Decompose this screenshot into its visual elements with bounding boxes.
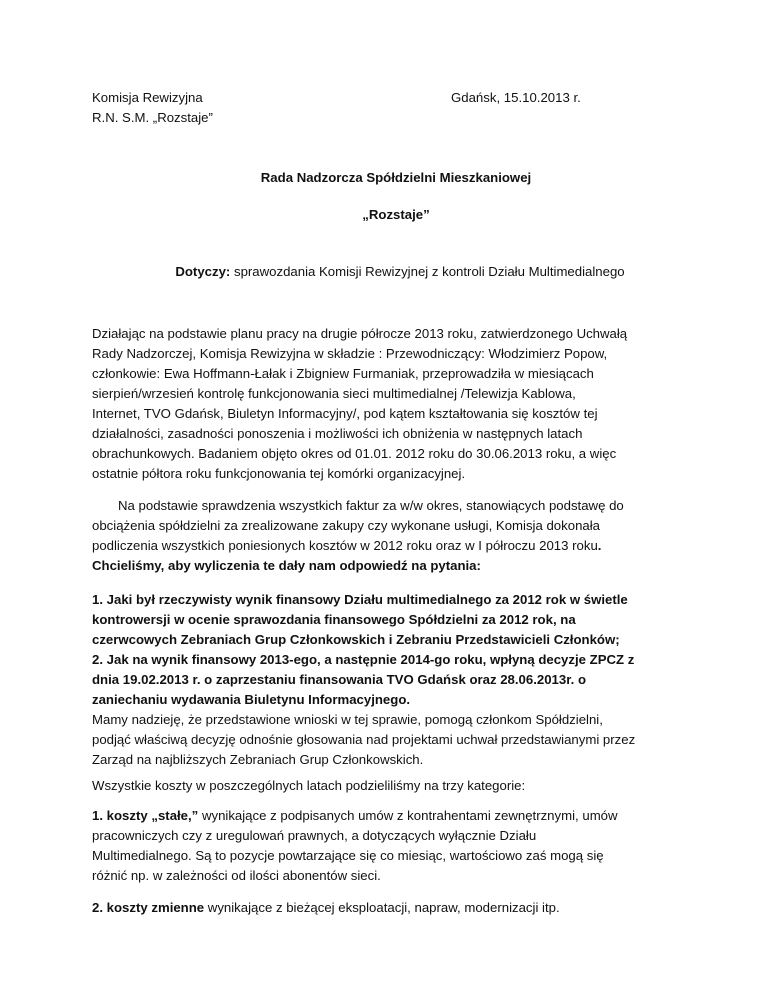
category-line bbox=[92, 806, 692, 826]
question-line bbox=[92, 690, 692, 710]
paragraph-intro bbox=[92, 324, 692, 484]
paragraph-line bbox=[92, 536, 692, 556]
category-line: pracowniczych czy z uregulowań prawnych, a dotyczących wyłącznie Działu bbox=[92, 828, 537, 843]
addressee-line-1: Rada Nadzorcza Spółdzielni Mieszkaniowej bbox=[260, 170, 532, 185]
hope-line: Zarząd na najbliższych Zebraniach Grup Członkowskich. bbox=[92, 752, 424, 767]
category-line bbox=[92, 898, 692, 918]
hope-line: podjąć właściwą decyzję odnośnie głosowania nad projektami uchwał przedstawianymi przez bbox=[92, 732, 636, 747]
addressee-line-2: „Rozstaje” bbox=[362, 207, 430, 222]
paragraph-line: działalności, zasadności ponoszenia i możliwości ich obniżenia w następnych latach bbox=[92, 426, 583, 441]
question-text: 1. Jaki był rzeczywisty wynik finansowy Działu multimedialnego za 2012 rok w świetle bbox=[92, 592, 628, 607]
subject-text: sprawozdania Komisji Rewizyjnej z kontroli Działu Multimedialnego bbox=[230, 264, 625, 279]
category-text: wynikające z podpisanych umów z kontrahentami zewnętrznymi, umów bbox=[198, 808, 618, 823]
paragraph-line bbox=[92, 556, 692, 576]
question-line bbox=[92, 650, 692, 670]
category-text: wynikające z bieżącej eksploatacji, napraw, modernizacji itp. bbox=[204, 900, 560, 915]
paragraph-bold-period: . bbox=[597, 538, 602, 553]
category-fixed bbox=[92, 806, 692, 886]
category-label: 1. koszty „stałe,” bbox=[92, 808, 199, 823]
subject-label: Dotyczy: bbox=[175, 264, 231, 279]
question-line bbox=[92, 670, 692, 690]
paragraph-line: ostatnie półtora roku funkcjonowania tej komórki organizacyjnej. bbox=[92, 466, 466, 481]
paragraph-line: obrachunkowych. Badaniem objęto okres od 01.01. 2012 roku do 30.06.2013 roku, a więc bbox=[92, 446, 617, 461]
questions-block bbox=[92, 590, 692, 770]
paragraph-line: obciążenia spółdzielni za zrealizowane zakupy czy wykonane usługi, Komisja dokonała bbox=[92, 518, 601, 533]
sender-line-2: R.N. S.M. „Rozstaje” bbox=[92, 110, 213, 125]
sender-line-1: Komisja Rewizyjna bbox=[92, 90, 203, 105]
paragraph-line: Na podstawie sprawdzenia wszystkich faktur za w/w okres, stanowiących podstawę do bbox=[118, 498, 624, 513]
paragraph-invoices bbox=[92, 496, 692, 576]
category-line: Multimedialnego. Są to pozycje powtarzające się co miesiąc, wartościowo zaś mogą się bbox=[92, 848, 604, 863]
paragraph-line: sierpień/wrzesień kontrolę funkcjonowania sieci multimedialnej /Telewizja Kablowa, bbox=[92, 386, 576, 401]
sender-block bbox=[92, 88, 213, 128]
question-text: czerwcowych Zebraniach Grup Członkowskich i Zebraniu Przedstawicieli Członków; bbox=[92, 632, 620, 647]
paragraph-line: Internet, TVO Gdańsk, Biuletyn Informacyjny/, pod kątem kształtowania się kosztów tej bbox=[92, 406, 598, 421]
question-text: zaniechaniu wydawania Biuletynu Informacyjnego. bbox=[92, 692, 411, 707]
category-line: różnić np. w zależności od ilości abonentów sieci. bbox=[92, 868, 381, 883]
category-label: 2. koszty zmienne bbox=[92, 900, 205, 915]
question-text: kontrowersji w ocenie sprawozdania finansowego Spółdzielni za 2012 rok, na bbox=[92, 612, 576, 627]
questions-intro: Chcieliśmy, aby wyliczenia te dały nam odpowiedź na pytania: bbox=[92, 558, 481, 573]
question-line bbox=[92, 630, 692, 650]
question-line bbox=[92, 610, 692, 630]
place-date: Gdańsk, 15.10.2013 r. bbox=[451, 90, 581, 105]
question-text: 2. Jak na wynik finansowy 2013-ego, a następnie 2014-go roku, wpłyną decyzje ZPCZ z bbox=[92, 652, 635, 667]
question-text: dnia 19.02.2013 r. o zaprzestaniu finansowania TVO Gdańsk oraz 28.06.2013r. o bbox=[92, 672, 587, 687]
paragraph-text: podliczenia wszystkich poniesionych kosztów w 2012 roku oraz w I półroczu 2013 roku bbox=[92, 538, 598, 553]
paragraph-line: Rady Nadzorczej, Komisja Rewizyjna w składzie : Przewodniczący: Włodzimierz Popow, bbox=[92, 346, 608, 361]
question-line bbox=[92, 590, 692, 610]
categories-intro: Wszystkie koszty w poszczególnych latach podzieliliśmy na trzy kategorie: bbox=[92, 778, 526, 793]
paragraph-line: członkowie: Ewa Hoffmann-Łałak i Zbigniew Furmaniak, przeprowadziła w miesiącach bbox=[92, 366, 594, 381]
paragraph-line: Działając na podstawie planu pracy na drugie półrocze 2013 roku, zatwierdzonego Uchwałą bbox=[92, 326, 628, 341]
category-variable bbox=[92, 898, 692, 918]
subject-line bbox=[0, 264, 768, 279]
hope-line: Mamy nadzieję, że przedstawione wnioski w tej sprawie, pomogą członkom Spółdzielni, bbox=[92, 712, 603, 727]
